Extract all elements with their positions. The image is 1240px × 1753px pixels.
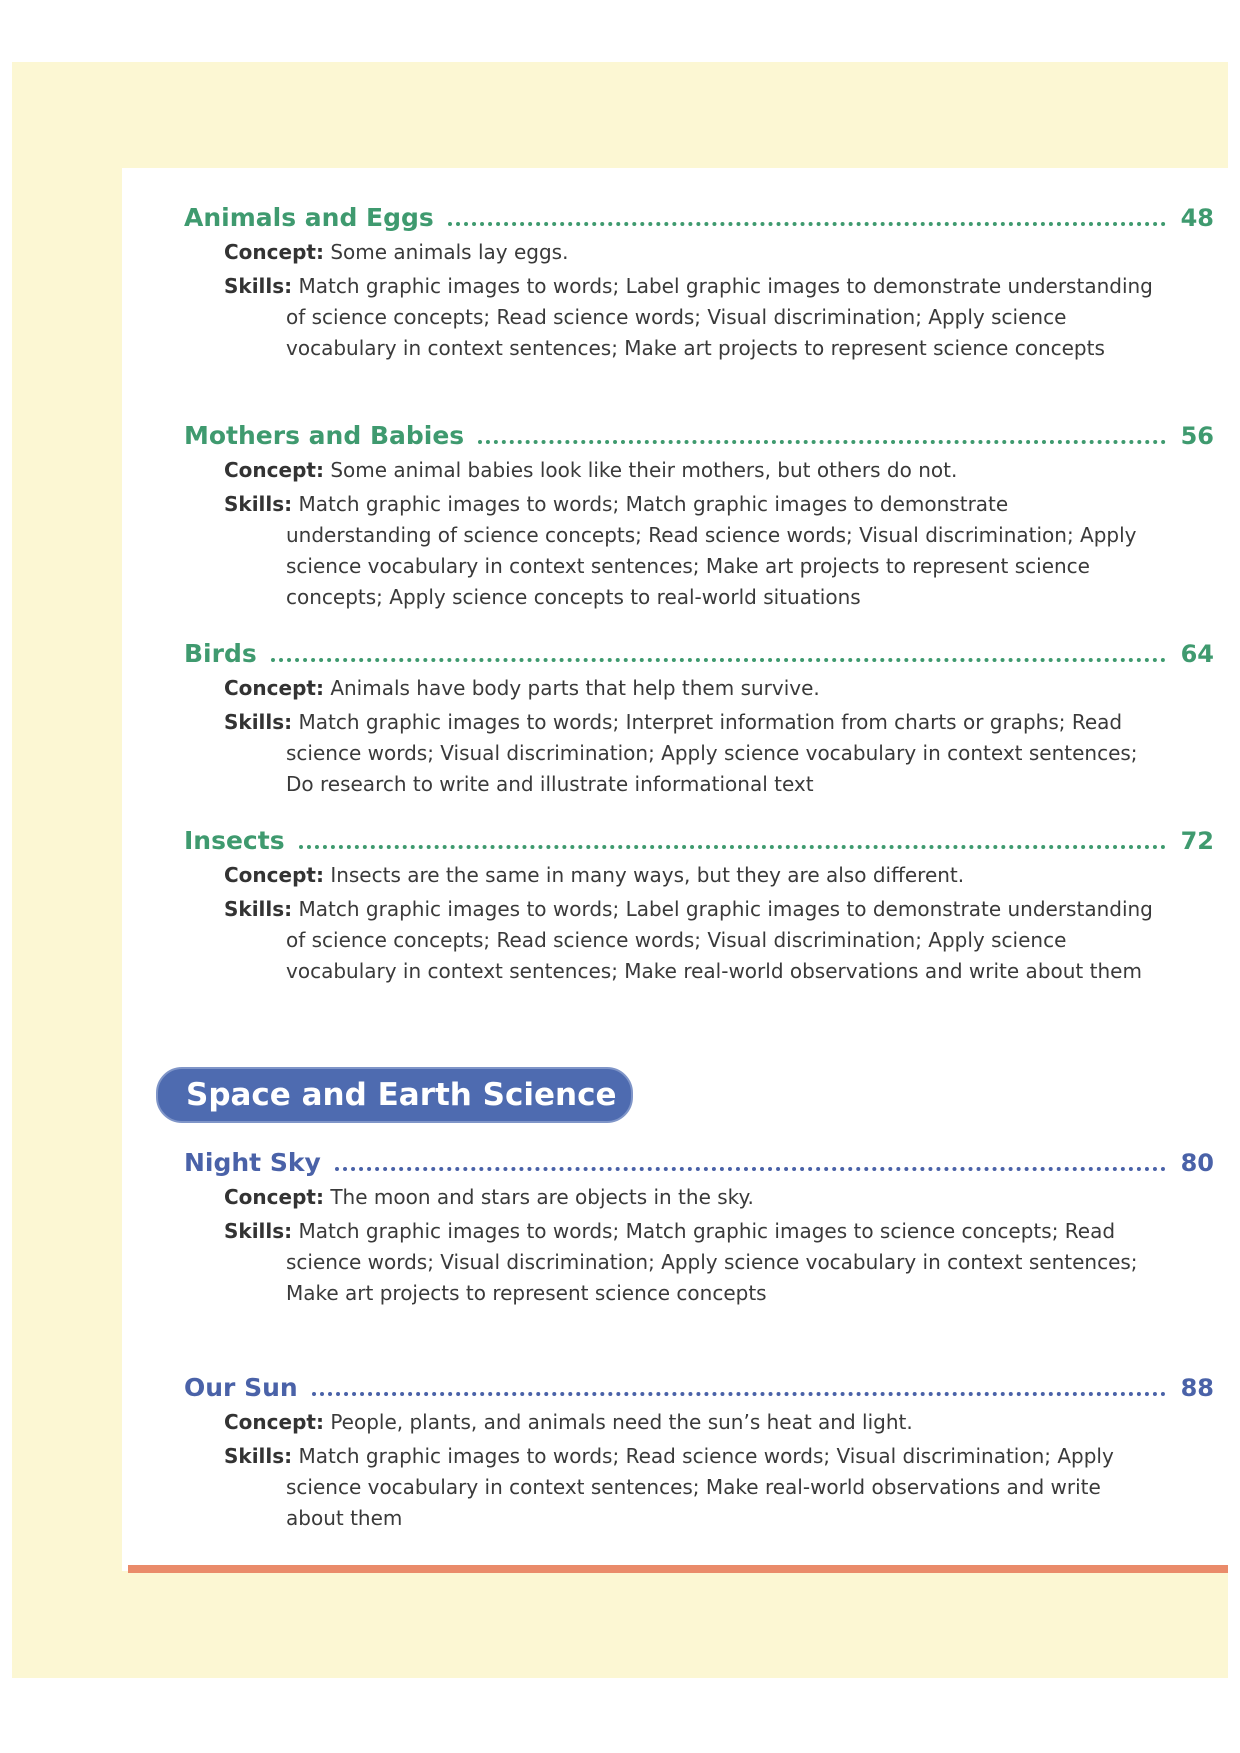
entry-title[interactable]: Insects: [184, 826, 285, 855]
concept-text: People, plants, and animals need the sun’s heat and light.: [330, 1410, 913, 1434]
entry-title[interactable]: Animals and Eggs: [184, 203, 434, 232]
dot-leader: [335, 1167, 1166, 1171]
skills-text: Match graphic images to words; Interpret information from charts or graphs; Read science words; Visual discrimination; Apply science vocabulary in context sentences; Do research to write and illustrate informational text: [286, 710, 1138, 796]
concept-label: Concept:: [224, 863, 324, 887]
concept-text: Animals have body parts that help them survive.: [330, 676, 820, 700]
skills-block: [224, 1441, 1154, 1534]
page-number[interactable]: 80: [1180, 1149, 1214, 1177]
skills-text: Match graphic images to words; Match graphic images to science concepts; Read science words; Visual discrimination; Apply science vocabulary in context sentences; Make art projects to represent science concepts: [286, 1219, 1138, 1305]
page-number[interactable]: 72: [1180, 827, 1214, 855]
concept-line: [224, 673, 1154, 704]
concept-line: [224, 1182, 1154, 1213]
dot-leader: [448, 222, 1166, 226]
skills-label: Skills:: [224, 492, 293, 516]
skills-text: Match graphic images to words; Match graphic images to demonstrate understanding of science concepts; Read science words; Visual discrimination; Apply science vocabulary in context sentences; Make art projects to represent science concepts; Apply science concepts to real-world situations: [286, 492, 1137, 609]
concept-line: [224, 1407, 1154, 1438]
entry-title[interactable]: Birds: [184, 639, 257, 668]
concept-text: Some animal babies look like their mothers, but others do not.: [330, 458, 958, 482]
page-number[interactable]: 64: [1180, 640, 1214, 668]
skills-text: Match graphic images to words; Read science words; Visual discrimination; Apply science vocabulary in context sentences; Make real-world observations and write about them: [286, 1444, 1114, 1530]
entry-title[interactable]: Our Sun: [184, 1373, 298, 1402]
page-number[interactable]: 56: [1180, 422, 1214, 450]
concept-line: [224, 455, 1154, 486]
entry-heading[interactable]: [184, 198, 1214, 234]
entry-title[interactable]: Mothers and Babies: [184, 421, 465, 450]
skills-label: Skills:: [224, 1444, 293, 1468]
concept-line: [224, 237, 1154, 268]
skills-label: Skills:: [224, 1219, 293, 1243]
concept-label: Concept:: [224, 1410, 324, 1434]
dot-leader: [299, 845, 1166, 849]
concept-label: Concept:: [224, 676, 324, 700]
skills-block: [224, 1216, 1154, 1309]
concept-line: [224, 860, 1154, 891]
skills-label: Skills:: [224, 274, 293, 298]
entry-heading[interactable]: [184, 1368, 1214, 1404]
skills-label: Skills:: [224, 897, 293, 921]
skills-text: Match graphic images to words; Label graphic images to demonstrate understanding of science concepts; Read science words; Visual discrimination; Apply science vocabulary in context sentences; Make real-world observations and write about them: [286, 897, 1153, 983]
skills-label: Skills:: [224, 710, 293, 734]
concept-label: Concept:: [224, 458, 324, 482]
skills-block: [224, 894, 1154, 987]
dot-leader: [312, 1392, 1166, 1396]
section-title: Space and Earth Science: [186, 1077, 617, 1113]
entry-heading[interactable]: [184, 1143, 1214, 1179]
skills-block: [224, 271, 1154, 364]
concept-label: Concept:: [224, 240, 324, 264]
dot-leader: [271, 658, 1166, 662]
skills-block: [224, 489, 1154, 613]
entry-heading[interactable]: [184, 821, 1214, 857]
page-number[interactable]: 48: [1180, 204, 1214, 232]
entry-heading[interactable]: [184, 416, 1214, 452]
concept-label: Concept:: [224, 1185, 324, 1209]
skills-text: Match graphic images to words; Label graphic images to demonstrate understanding of science concepts; Read science words; Visual discrimination; Apply science vocabulary in context sentences; Make art projects to represent science concepts: [286, 274, 1153, 360]
entry-heading[interactable]: [184, 634, 1214, 670]
concept-text: The moon and stars are objects in the sky.: [330, 1185, 754, 1209]
dot-leader: [478, 440, 1166, 444]
concept-text: Some animals lay eggs.: [330, 240, 569, 264]
page-number[interactable]: 88: [1180, 1374, 1214, 1402]
entry-title[interactable]: Night Sky: [184, 1148, 321, 1177]
bottom-rule: [128, 1565, 1228, 1573]
skills-block: [224, 707, 1154, 800]
toc-panel: [122, 168, 1228, 1571]
section-banner-space-and-earth-science: [156, 1067, 633, 1123]
concept-text: Insects are the same in many ways, but they are also different.: [330, 863, 965, 887]
